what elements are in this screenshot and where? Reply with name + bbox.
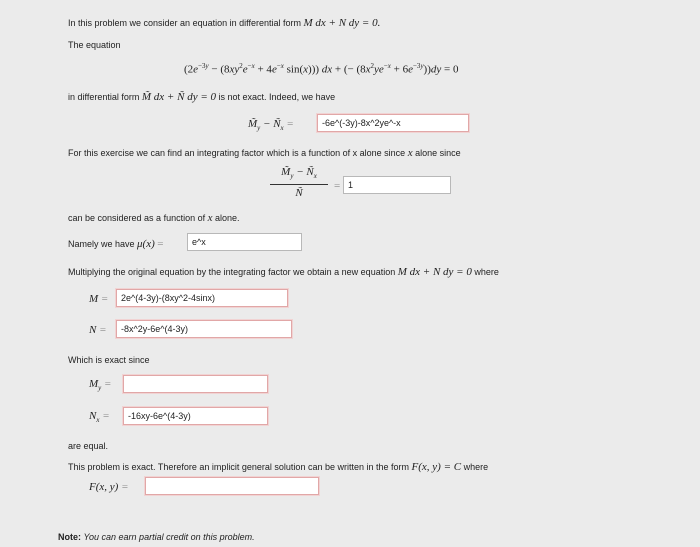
My-input[interactable]: [123, 375, 268, 393]
diff-label: $M̃_y$ − $Ñ_x$ =: [248, 118, 294, 133]
N-label: N =: [89, 324, 107, 336]
F-label: F(x, y) =: [89, 481, 129, 493]
exact-form: F(x, y) = C: [411, 461, 462, 473]
ratio-input[interactable]: 1: [343, 176, 451, 194]
note: [58, 532, 255, 542]
intro-text: In this problem we consider an equation in differential form: [68, 18, 301, 28]
intro-line: [68, 17, 380, 29]
mu-label: Namely we have μ(x) =: [68, 238, 164, 250]
var-x: x: [407, 147, 413, 159]
exact-line: This problem is exact. Therefore an implicit general solution can be written in the form F(x, y) = C where: [68, 461, 489, 473]
exact-text: This problem is exact. Therefore an implicit general solution can be written in the form: [68, 462, 409, 472]
not-exact-suffix: is not exact. Indeed, we have: [218, 92, 336, 102]
N-input[interactable]: -8x^2y-6e^(4-3y): [116, 320, 292, 338]
note-label: Note:: [58, 532, 81, 542]
integrating-text-body: For this exercise we can find an integrating factor which is a function of x alone since: [68, 148, 406, 158]
F-input[interactable]: [145, 477, 319, 495]
multiply-text: Multiplying the original equation by the integrating factor we obtain a new equation: [68, 267, 396, 277]
multiply-form: M dx + N dy = 0: [397, 266, 472, 278]
not-exact-prefix: in differential form: [68, 92, 140, 102]
not-exact-line: [68, 91, 335, 103]
not-exact-form: M̃ dx + Ñ dy = 0: [141, 91, 217, 103]
exact-since: Which is exact since: [68, 355, 150, 365]
diff-input[interactable]: -6e^(-3y)-8x^2ye^-x: [317, 114, 469, 132]
Nx-label: $N_x$ =: [89, 410, 110, 425]
M-input[interactable]: 2e^(4-3y)-(8xy^2-4sinx): [116, 289, 288, 307]
ratio-equals: =: [334, 180, 341, 192]
intro-form: M dx + N dy = 0.: [303, 17, 381, 29]
My-label: $M_y$ =: [89, 378, 112, 393]
function-of-x: can be considered as a function of x alone.: [68, 212, 240, 224]
mu-input[interactable]: e^x: [187, 233, 302, 251]
are-equal: are equal.: [68, 441, 109, 451]
ratio-bar: [270, 184, 328, 185]
ratio-numerator: $M̃_y$ − $Ñ_x$: [281, 166, 317, 181]
note-text: You can earn partial credit on this problem.: [83, 532, 255, 542]
main-equation: ($2e^{-3y} - (8xy^2e^{-x} + 4e^{-x}$ sin(x))) dx + (− $(8x^2ye^{-x} + 6e^{-3y}))dy = 0$: [184, 62, 459, 76]
integrating-text: For this exercise we can find an integrating factor which is a function of x alone since x alone since: [68, 147, 461, 159]
equation-label: The equation: [68, 40, 121, 50]
Nx-input[interactable]: -16xy-6e^(4-3y): [123, 407, 268, 425]
ratio-denominator: Ñ: [295, 187, 303, 199]
M-label: M =: [89, 293, 109, 305]
multiply-line: Multiplying the original equation by the integrating factor we obtain a new equation M dx + N dy = 0 where: [68, 266, 499, 278]
